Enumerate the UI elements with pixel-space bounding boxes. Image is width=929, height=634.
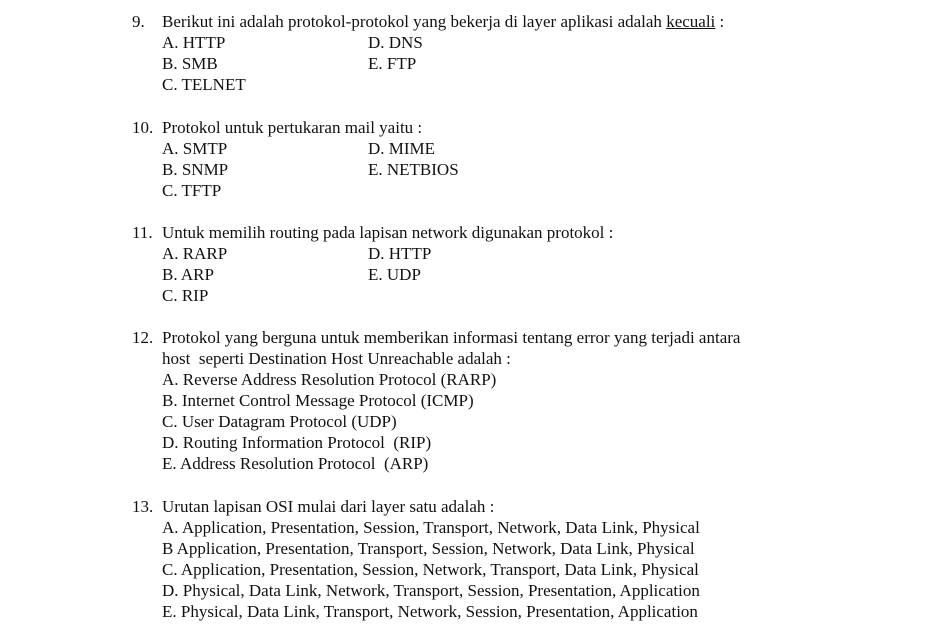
question-10 — [132, 117, 912, 201]
question-text-line-2-wrap — [162, 348, 912, 369]
question-number: 12. — [132, 328, 154, 347]
option-d: D. MIME — [368, 139, 436, 158]
option-a: A. Application, Presentation, Session, Transport, Network, Data Link, Physical — [162, 518, 700, 537]
option-b: B Application, Presentation, Transport, Session, Network, Data Link, Physical — [162, 539, 695, 558]
option-c: C. RIP — [162, 286, 209, 305]
option-b: B. SNMP — [162, 160, 229, 179]
options — [162, 138, 912, 201]
question-text: Protokol untuk pertukaran mail yaitu : — [162, 118, 423, 137]
option-a: A. HTTP — [162, 33, 226, 52]
question-stem — [132, 222, 912, 243]
option-a: A. SMTP — [162, 139, 228, 158]
options — [162, 243, 912, 306]
options — [162, 32, 912, 95]
option-b: B. SMB — [162, 54, 218, 73]
option-a: A. Reverse Address Resolution Protocol (RARP) — [162, 370, 497, 389]
option-b: B. Internet Control Message Protocol (ICMP) — [162, 391, 474, 410]
question-13 — [132, 496, 912, 622]
question-number: 11. — [132, 223, 153, 242]
question-number: 13. — [132, 497, 154, 516]
option-e: E. NETBIOS — [368, 160, 459, 179]
question-text-line-1: Protokol yang berguna untuk memberikan informasi tentang error yang terjadi antara — [162, 328, 741, 347]
question-9 — [132, 11, 912, 95]
question-stem — [132, 496, 912, 517]
question-text: Urutan lapisan OSI mulai dari layer satu adalah : — [162, 497, 495, 516]
option-d: D. Physical, Data Link, Network, Transport, Session, Presentation, Application — [162, 581, 700, 600]
option-d: D. DNS — [368, 33, 423, 52]
question-text: Untuk memilih routing pada lapisan network digunakan protokol : — [162, 223, 614, 242]
question-text-line-2: host seperti Destination Host Unreachable adalah : — [162, 349, 511, 368]
question-stem — [132, 327, 912, 348]
question-12 — [132, 327, 912, 474]
question-11 — [132, 222, 912, 306]
option-c: C. TFTP — [162, 181, 222, 200]
option-d: D. Routing Information Protocol (RIP) — [162, 433, 432, 452]
question-text: Berikut ini adalah protokol-protokol yang bekerja di layer aplikasi adalah kecuali : — [162, 12, 725, 31]
option-b: B. ARP — [162, 265, 214, 284]
option-c: C. User Datagram Protocol (UDP) — [162, 412, 397, 431]
option-c: C. TELNET — [162, 75, 246, 94]
option-a: A. RARP — [162, 244, 228, 263]
option-e: E. UDP — [368, 265, 421, 284]
option-d: D. HTTP — [368, 244, 432, 263]
underlined-word: kecuali — [666, 12, 716, 31]
option-e: E. FTP — [368, 54, 417, 73]
question-stem — [132, 117, 912, 138]
option-e: E. Address Resolution Protocol (ARP) — [162, 454, 429, 473]
option-e: E. Physical, Data Link, Transport, Network, Session, Presentation, Application — [162, 602, 698, 621]
question-number: 9. — [132, 12, 145, 31]
option-c: C. Application, Presentation, Session, Network, Transport, Data Link, Physical — [162, 560, 699, 579]
question-number: 10. — [132, 118, 154, 137]
options — [162, 369, 912, 474]
question-stem — [132, 11, 912, 32]
options — [162, 517, 912, 622]
